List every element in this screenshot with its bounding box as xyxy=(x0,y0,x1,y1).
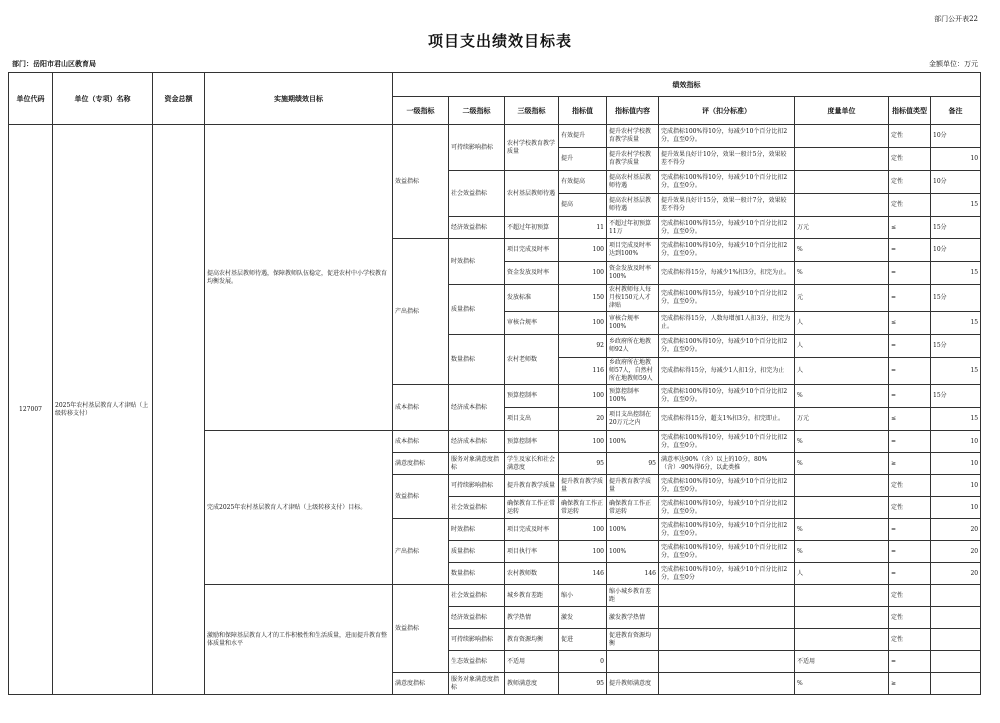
level3-cell: 农村基层教师待遇 xyxy=(505,171,559,217)
value-cell: 100 xyxy=(559,239,607,262)
header-measure-unit: 度量单位 xyxy=(795,97,889,125)
level2-cell: 数量指标 xyxy=(449,335,505,385)
level1-cell: 产出指标 xyxy=(393,239,449,385)
note-cell xyxy=(931,651,981,673)
level3-cell: 项目支出 xyxy=(505,408,559,431)
value-cell: 100 xyxy=(559,431,607,453)
department-label: 部门：岳阳市君山区教育局 xyxy=(12,59,96,68)
level3-cell: 农村学校教育教学质量 xyxy=(505,125,559,171)
level2-cell: 社会效益指标 xyxy=(449,171,505,217)
note-cell: 10 xyxy=(931,148,981,171)
level3-cell: 教师满意度 xyxy=(505,673,559,695)
note-cell: 10分 xyxy=(931,171,981,194)
measure-cell: 不适用 xyxy=(795,651,889,673)
content-cell: 项目完成及时率达到100% xyxy=(607,239,659,262)
measure-cell xyxy=(795,171,889,194)
value-cell: 100 xyxy=(559,312,607,335)
eval-cell: 完成指标得15分，超支1%扣3分，扣完即止。 xyxy=(659,408,795,431)
eval-cell: 完成指标100%得10分，每减少10个百分比扣2分，直至0分。 xyxy=(659,475,795,497)
page-title: 项目支出绩效目标表 xyxy=(427,32,572,50)
content-cell: 提升农村学校教育教学质量 xyxy=(607,125,659,148)
measure-cell xyxy=(795,585,889,607)
vtype-cell: = xyxy=(889,239,931,262)
note-cell: 15 xyxy=(931,312,981,335)
level1-cell: 效益指标 xyxy=(393,125,449,239)
note-cell: 15分 xyxy=(931,385,981,408)
eval-cell: 完成指标100%得10分，每减少10个百分比扣2分，直至0分。 xyxy=(659,519,795,541)
content-cell: 100% xyxy=(607,431,659,453)
level2-cell: 质量指标 xyxy=(449,285,505,335)
vtype-cell: ≤ xyxy=(889,217,931,239)
eval-cell: 完成指标100%得10分，每减少10个百分比扣2分，直至0分。 xyxy=(659,541,795,563)
measure-cell: 人 xyxy=(795,312,889,335)
content-cell: 100% xyxy=(607,519,659,541)
value-cell: 提高 xyxy=(559,194,607,217)
content-cell: 不超过年初预算11万 xyxy=(607,217,659,239)
level2-cell: 社会效益指标 xyxy=(449,497,505,519)
content-cell: 提升农村学校教育教学质量 xyxy=(607,148,659,171)
value-cell: 150 xyxy=(559,285,607,312)
level1-cell: 满意度指标 xyxy=(393,453,449,475)
note-cell: 15 xyxy=(931,408,981,431)
note-cell: 15分 xyxy=(931,335,981,358)
goal-2: 完成2025年农村基层教育人才津贴（上级转移支付）目标。 xyxy=(205,431,393,585)
level3-cell: 学生及家长和社会满意度 xyxy=(505,453,559,475)
level3-cell: 农村老师数 xyxy=(505,335,559,385)
currency-unit-label: 金额单位：万元 xyxy=(929,60,978,68)
vtype-cell: = xyxy=(889,385,931,408)
level1-cell: 成本指标 xyxy=(393,431,449,453)
content-cell: 提高农村基层教师待遇 xyxy=(607,194,659,217)
level2-cell: 生态效益指标 xyxy=(449,651,505,673)
content-cell: 146 xyxy=(607,563,659,585)
eval-cell: 完成指标得15分，人数每增加1人扣3分，扣完为止。 xyxy=(659,312,795,335)
eval-cell: 完成指标100%得15分，每减少10个百分比扣2分，直至0分。 xyxy=(659,285,795,312)
measure-cell xyxy=(795,125,889,148)
level3-cell: 项目完成及时率 xyxy=(505,519,559,541)
content-cell: 95 xyxy=(607,453,659,475)
vtype-cell: = xyxy=(889,262,931,285)
level3-cell: 确保教育工作正常运转 xyxy=(505,497,559,519)
note-cell: 10 xyxy=(931,497,981,519)
header-level2: 二级指标 xyxy=(449,97,505,125)
eval-cell: 完成指标100%得10分，每减少10个百分比扣2分，直至0分。 xyxy=(659,125,795,148)
vtype-cell: 定性 xyxy=(889,171,931,194)
content-cell: 资金发放及时率100% xyxy=(607,262,659,285)
vtype-cell: = xyxy=(889,563,931,585)
level2-cell: 可持续影响指标 xyxy=(449,475,505,497)
header-value: 指标值 xyxy=(559,97,607,125)
level2-cell: 时效指标 xyxy=(449,519,505,541)
vtype-cell: = xyxy=(889,519,931,541)
eval-cell: 完成指标得15分，每减少1%扣3分，扣完为止。 xyxy=(659,262,795,285)
level3-cell: 资金发放及时率 xyxy=(505,262,559,285)
value-cell: 100 xyxy=(559,385,607,408)
value-cell: 92 xyxy=(559,335,607,358)
level2-cell: 质量指标 xyxy=(449,541,505,563)
note-cell: 10 xyxy=(931,475,981,497)
value-cell: 11 xyxy=(559,217,607,239)
level3-cell: 教育资源均衡 xyxy=(505,629,559,651)
unit-code: 127007 xyxy=(9,125,53,695)
level2-cell: 可持续影响指标 xyxy=(449,629,505,651)
level3-cell: 教学热情 xyxy=(505,607,559,629)
level3-cell: 审核合规率 xyxy=(505,312,559,335)
vtype-cell: 定性 xyxy=(889,629,931,651)
eval-cell xyxy=(659,651,795,673)
level1-cell: 成本指标 xyxy=(393,385,449,431)
level1-cell: 产出指标 xyxy=(393,519,449,585)
note-cell: 15 xyxy=(931,262,981,285)
eval-cell: 提升效果良好计10分，效果一般计5分，效果较差不得分 xyxy=(659,148,795,171)
eval-cell: 完成指标100%得10分，每减少10个百分比扣2分，直至0分。 xyxy=(659,239,795,262)
measure-cell: 人 xyxy=(795,335,889,358)
measure-cell: % xyxy=(795,673,889,695)
content-cell: 项目支出控制在20万元之内 xyxy=(607,408,659,431)
eval-cell: 完成指标得15分，每减少1人扣1分，扣完为止 xyxy=(659,358,795,385)
eval-cell: 完成指标100%得15分，每减少10个百分比扣2分，直至0分。 xyxy=(659,217,795,239)
level2-cell: 服务对象满意度指标 xyxy=(449,673,505,695)
vtype-cell: 定性 xyxy=(889,607,931,629)
header-unit-code: 单位代码 xyxy=(9,73,53,125)
measure-cell: 人 xyxy=(795,358,889,385)
measure-cell: 万元 xyxy=(795,408,889,431)
level3-cell: 发放标准 xyxy=(505,285,559,312)
value-cell: 95 xyxy=(559,673,607,695)
vtype-cell: 定性 xyxy=(889,585,931,607)
value-cell: 有效提升 xyxy=(559,125,607,148)
measure-cell xyxy=(795,148,889,171)
header-unit-name: 单位（专项）名称 xyxy=(53,73,153,125)
note-cell: 20 xyxy=(931,519,981,541)
level2-cell: 经济成本指标 xyxy=(449,385,505,431)
form-number: 部门公开表22 xyxy=(934,15,978,23)
eval-cell: 完成指标100%得10分，每减少10个百分比扣2分，直至0分。 xyxy=(659,335,795,358)
vtype-cell: ≤ xyxy=(889,312,931,335)
note-cell: 15分 xyxy=(931,217,981,239)
value-cell: 提升 xyxy=(559,148,607,171)
vtype-cell: = xyxy=(889,358,931,385)
vtype-cell: = xyxy=(889,651,931,673)
note-cell: 15分 xyxy=(931,285,981,312)
level3-cell: 城乡教育差距 xyxy=(505,585,559,607)
value-cell: 146 xyxy=(559,563,607,585)
performance-table xyxy=(8,72,981,695)
measure-cell: % xyxy=(795,385,889,408)
measure-cell: % xyxy=(795,431,889,453)
content-cell: 农村教师每人每月按150元人才津贴 xyxy=(607,285,659,312)
level2-cell: 时效指标 xyxy=(449,239,505,285)
goal-3: 激励和保障基层教育人才的工作积极性和生活质量，进而提升教育整体质量和水平 xyxy=(205,585,393,695)
vtype-cell: ≤ xyxy=(889,408,931,431)
eval-cell: 满意率达90%（含）以上的10分，80%（含）-90%得6分，以此类推 xyxy=(659,453,795,475)
header-level3: 三级指标 xyxy=(505,97,559,125)
level3-cell: 项目完成及时率 xyxy=(505,239,559,262)
vtype-cell: = xyxy=(889,285,931,312)
value-cell: 0 xyxy=(559,651,607,673)
vtype-cell: 定性 xyxy=(889,194,931,217)
content-cell: 乡政府所在地教师92人 xyxy=(607,335,659,358)
eval-cell: 提升效果良好计15分，效果一般计7分，效果较差不得分 xyxy=(659,194,795,217)
eval-cell xyxy=(659,607,795,629)
level1-cell: 满意度指标 xyxy=(393,673,449,695)
level2-cell: 经济成本指标 xyxy=(449,431,505,453)
content-cell: 提升教育教学质量 xyxy=(607,475,659,497)
note-cell xyxy=(931,585,981,607)
total-funds xyxy=(153,125,205,695)
measure-cell: % xyxy=(795,453,889,475)
measure-cell: % xyxy=(795,262,889,285)
value-cell: 100 xyxy=(559,519,607,541)
note-cell xyxy=(931,607,981,629)
level2-cell: 数量指标 xyxy=(449,563,505,585)
value-cell: 100 xyxy=(559,541,607,563)
level2-cell: 社会效益指标 xyxy=(449,585,505,607)
note-cell: 10 xyxy=(931,431,981,453)
content-cell: 促进教育资源均衡 xyxy=(607,629,659,651)
content-cell: 100% xyxy=(607,541,659,563)
level1-cell: 效益指标 xyxy=(393,475,449,519)
measure-cell xyxy=(795,497,889,519)
value-cell: 确保教育工作正常运转 xyxy=(559,497,607,519)
measure-cell xyxy=(795,194,889,217)
content-cell: 提升教师满意度 xyxy=(607,673,659,695)
value-cell: 缩小 xyxy=(559,585,607,607)
value-cell: 100 xyxy=(559,262,607,285)
header-level1: 一级指标 xyxy=(393,97,449,125)
content-cell: 提高农村基层教师待遇 xyxy=(607,171,659,194)
content-cell: 预算控制率100% xyxy=(607,385,659,408)
measure-cell xyxy=(795,629,889,651)
header-note: 备注 xyxy=(931,97,981,125)
value-cell: 促进 xyxy=(559,629,607,651)
level3-cell: 不适用 xyxy=(505,651,559,673)
vtype-cell: = xyxy=(889,431,931,453)
header-goal: 实施期绩效目标 xyxy=(205,73,393,125)
eval-cell: 完成指标100%得10分，每减少10个百分比扣2分，直至0分 xyxy=(659,563,795,585)
value-cell: 提升教育教学质量 xyxy=(559,475,607,497)
level3-cell: 预算控制率 xyxy=(505,385,559,408)
note-cell xyxy=(931,673,981,695)
goal-1: 提高农村基层教师待遇，保障教师队伍稳定，促进农村中小学校教育均衡发展。 xyxy=(205,125,393,431)
header-indicators: 绩效指标 xyxy=(393,73,981,97)
value-cell: 激发 xyxy=(559,607,607,629)
measure-cell: 人 xyxy=(795,563,889,585)
note-cell: 20 xyxy=(931,541,981,563)
note-cell: 20 xyxy=(931,563,981,585)
content-cell: 缩小城乡教育差距 xyxy=(607,585,659,607)
level3-cell: 农村教师数 xyxy=(505,563,559,585)
level3-cell: 项目执行率 xyxy=(505,541,559,563)
eval-cell: 完成指标100%得10分，每减少10个百分比扣2分，直至0分。 xyxy=(659,171,795,194)
content-cell: 乡政府所在地教师57人，自然村所在地教师59人 xyxy=(607,358,659,385)
vtype-cell: ≥ xyxy=(889,453,931,475)
measure-cell: % xyxy=(795,541,889,563)
measure-cell: % xyxy=(795,519,889,541)
eval-cell xyxy=(659,585,795,607)
eval-cell: 完成指标100%得10分，每减少10个百分比扣2分，直至0分。 xyxy=(659,497,795,519)
vtype-cell: 定性 xyxy=(889,475,931,497)
eval-cell: 完成指标100%得10分，每减少10个百分比扣2分，直至0分。 xyxy=(659,431,795,453)
value-cell: 116 xyxy=(559,358,607,385)
level3-cell: 不超过年初预算 xyxy=(505,217,559,239)
level3-cell: 提升教育教学质量 xyxy=(505,475,559,497)
table-row xyxy=(9,125,981,148)
header-value-type: 指标值类型 xyxy=(889,97,931,125)
note-cell: 10分 xyxy=(931,125,981,148)
eval-cell xyxy=(659,629,795,651)
eval-cell xyxy=(659,673,795,695)
header-evaluation: 评（扣分标准） xyxy=(659,97,795,125)
header-total-funds: 资金总额 xyxy=(153,73,205,125)
measure-cell: 万元 xyxy=(795,217,889,239)
level2-cell: 可持续影响指标 xyxy=(449,125,505,171)
level2-cell: 经济效益指标 xyxy=(449,607,505,629)
note-cell: 15 xyxy=(931,194,981,217)
note-cell: 10 xyxy=(931,453,981,475)
content-cell: 确保教育工作正常运转 xyxy=(607,497,659,519)
note-cell: 10分 xyxy=(931,239,981,262)
vtype-cell: = xyxy=(889,541,931,563)
level1-cell: 效益指标 xyxy=(393,585,449,673)
level2-cell: 经济效益指标 xyxy=(449,217,505,239)
content-cell xyxy=(607,651,659,673)
note-cell: 15 xyxy=(931,358,981,385)
vtype-cell: = xyxy=(889,335,931,358)
level3-cell: 预算控制率 xyxy=(505,431,559,453)
content-cell: 审核合规率100% xyxy=(607,312,659,335)
vtype-cell: ≥ xyxy=(889,673,931,695)
value-cell: 20 xyxy=(559,408,607,431)
unit-name: 2025年农村基层教育人才津贴（上级转移支付） xyxy=(53,125,153,695)
header-value-content: 指标值内容 xyxy=(607,97,659,125)
measure-cell xyxy=(795,607,889,629)
measure-cell xyxy=(795,475,889,497)
level2-cell: 服务对象满意度指标 xyxy=(449,453,505,475)
measure-cell: 元 xyxy=(795,285,889,312)
value-cell: 有效提高 xyxy=(559,171,607,194)
vtype-cell: 定性 xyxy=(889,497,931,519)
value-cell: 95 xyxy=(559,453,607,475)
content-cell: 激发教学热情 xyxy=(607,607,659,629)
vtype-cell: 定性 xyxy=(889,125,931,148)
measure-cell: % xyxy=(795,239,889,262)
note-cell xyxy=(931,629,981,651)
vtype-cell: 定性 xyxy=(889,148,931,171)
eval-cell: 完成指标100%得10分，每减少10个百分比扣2分，直至0分。 xyxy=(659,385,795,408)
